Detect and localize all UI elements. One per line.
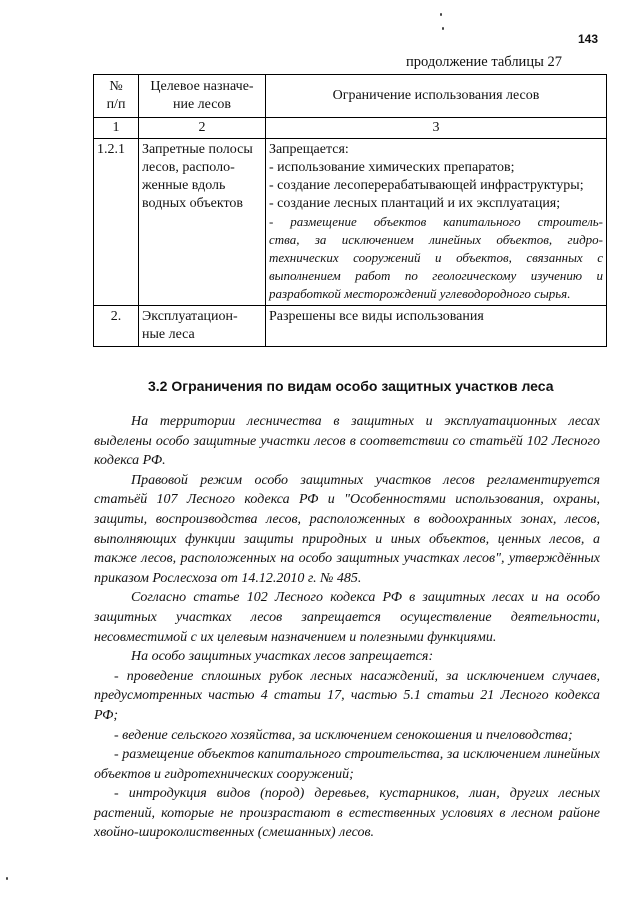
header-purpose: Целевое назначе- ние лесов (139, 75, 266, 118)
list-item: - проведение сплошных рубок лесных насаждений, за исключением случаев, предусмотренных частью 4 статьи 17, частью 5.1 статьи 21 Лесного кодекса РФ; (94, 668, 600, 723)
row-purpose: Запретные полосы лесов, располо- женные вдоль водных объектов (139, 139, 266, 306)
table-row (94, 139, 607, 306)
restrictions-table (93, 74, 607, 347)
section-heading: 3.2 Ограничения по видам особо защитных участков леса (148, 378, 554, 394)
body-text (94, 412, 600, 843)
row-purpose: Эксплуатацион- ные леса (139, 306, 266, 347)
header-limit: Ограничение использования лесов (266, 75, 607, 118)
row-number: 2. (94, 306, 139, 347)
list-item: - интродукция видов (пород) деревьев, кустарников, лиан, других лесных растений, которые не произрастают в естественных условиях в лесном районе хвойно-широколиственных (смешанных) лесов. (94, 786, 600, 841)
row-limit: Запрещается: - использование химических препаратов; - создание лесоперерабатывающей инфраструктуры; - создание лесных плантаций и их эксплуатация; - размещение объектов капитального строитель- ства, за исключением линейных объектов, гидро- технических сооружений и объектов, связанных с выполнением работ по геологическому изучению и разработкой месторождений углеводородного сырья. (266, 139, 607, 306)
paragraph: Согласно статье 102 Лесного кодекса РФ в защитных лесах и на особо защитных участках лесов запрещается осуществление деятельности, несовместимой с их целевым назначением и полезными функциями. (94, 590, 600, 645)
table-caption: продолжение таблицы 27 (406, 54, 562, 70)
column-number: 3 (266, 118, 607, 139)
scan-speck (440, 13, 442, 16)
column-number-row (94, 118, 607, 139)
column-number: 2 (139, 118, 266, 139)
list-item: - ведение сельского хозяйства, за исключением сенокошения и пчеловодства; (114, 727, 573, 743)
row-number: 1.2.1 (94, 139, 139, 306)
paragraph: На территории лесничества в защитных и эксплуатационных лесах выделены особо защитные участки лесов в соответствии со статьёй 102 Лесного кодекса РФ. (94, 414, 600, 469)
column-number: 1 (94, 118, 139, 139)
table-header-row (94, 75, 607, 118)
table-row (94, 306, 607, 347)
page-number: 143 (578, 32, 599, 46)
row-limit: Разрешены все виды использования (266, 306, 607, 347)
paragraph: Правовой режим особо защитных участков лесов регламентируется статьёй 107 Лесного кодекса РФ и "Особенностями использования, охраны, защиты, воспроизводства лесов, расположенных в водоохранных зонах, лесов, выполняющих функции защиты природных и иных объектов, ценных лесов, а также лесов, расположенных на особо защитных участках лесов", утверждённых приказом Рослесхоза от 14.12.2010 г. № 485. (94, 472, 600, 586)
paragraph: На особо защитных участках лесов запрещается: (131, 649, 434, 665)
list-item: - размещение объектов капитального строительства, за исключением линейных объектов и гидротехнических сооружений; (94, 747, 600, 782)
scan-speck (6, 877, 8, 880)
scan-speck (442, 27, 444, 30)
header-number: № п/п (94, 75, 139, 118)
